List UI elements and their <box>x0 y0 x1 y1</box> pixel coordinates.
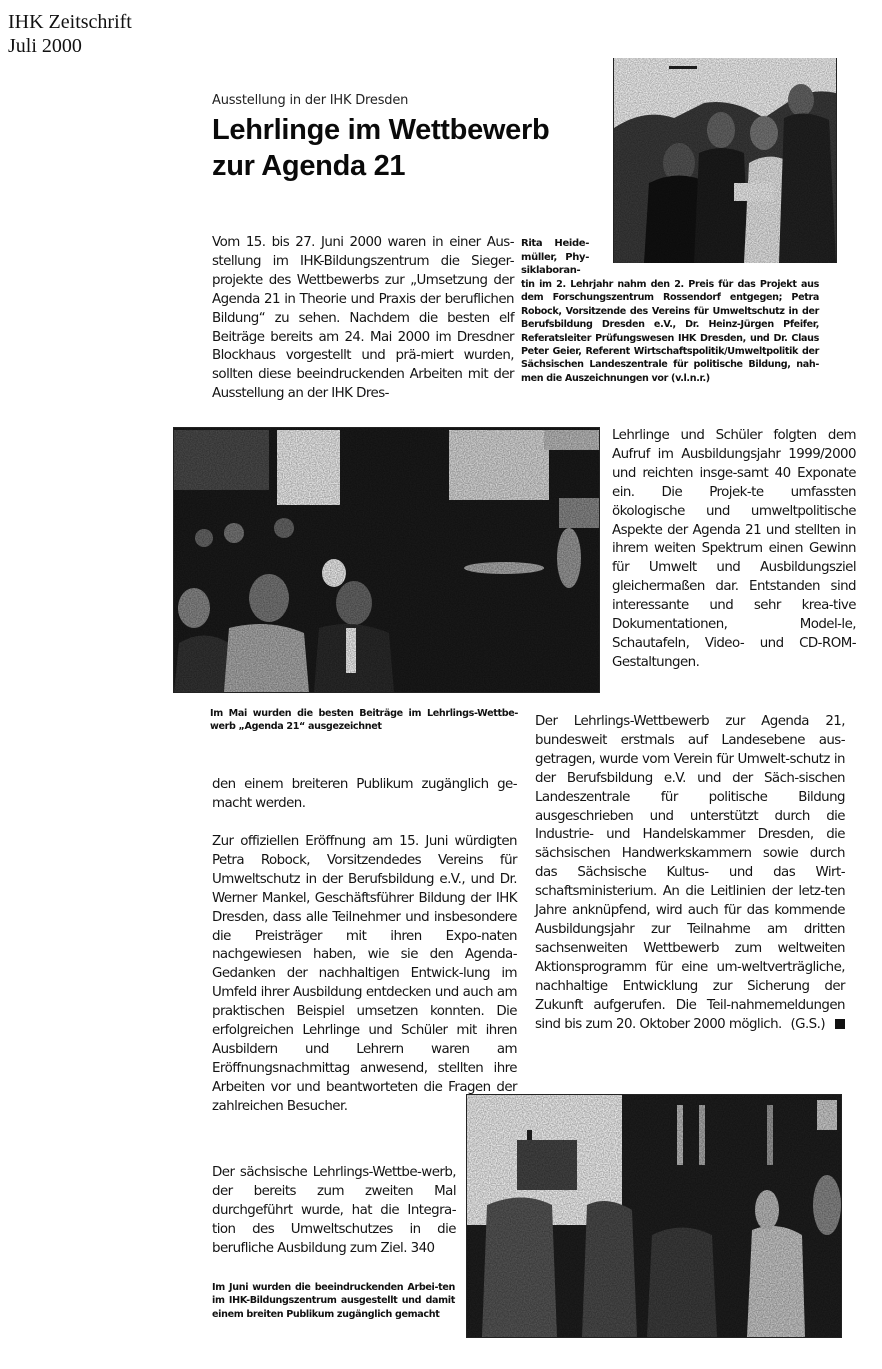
exhibition-photo-image <box>467 1095 841 1337</box>
audience-photo-image <box>174 428 599 692</box>
article-paragraph-projects: Lehrlinge und Schüler folgten dem Aufruf im Ausbildungsjahr 1999/2000 und reichten insge-samt 40 Exponate ein. Die Projek-te umfassten ökologische und umweltpolitische Aspekte der Agenda 21 und stellten in ihrem weiten Spektrum einen Gewinn für Umwelt und Ausbildungsziel gleichermaßen dar. Entstanden sind interessante und sehr krea-tive Dokumentationen, Model-le, Schautafeln, Video- und CD-ROM-Gestaltungen. <box>612 428 856 670</box>
award-photo-image <box>614 58 836 263</box>
award-photo-caption-side: Rita Heide-müller, Phy-siklaboran- <box>521 238 589 276</box>
headline-line-1: Lehrlinge im Wettbewerb <box>212 114 550 146</box>
exhibition-photo-caption: Im Juni wurden die beeindruckenden Arbei-ten im IHK-Bildungszentrum ausgestellt und damit einem breiten Publikum zugänglich gemacht <box>212 1282 455 1320</box>
end-of-article-mark-icon <box>835 1019 845 1029</box>
award-photo-caption: tin im 2. Lehrjahr nahm den 2. Preis für das Projekt aus dem Forschungszentrum Rossendorf entgegen; Petra Robock, Vorsitzende des Vereins für Umweltschutz in der Berufsbildung Dresden e.V., Dr. Heinz-Jürgen Pfeifer, Referatsleiter Prüfungswesen IHK Dresden, und Dr. Claus Peter Geier, Referent Wirtschaftspolitik/Umweltpolitik der Sächsischen Landeszentrale für politische Bildung, nah-men die Auszeichnungen vor (v.l.n.r.) <box>521 279 819 384</box>
article-paragraph-competition: Der sächsische Lehrlings-Wettbe-werb, der bereits zum zweiten Mal durchgeführt wurde, hat die Integra-tion des Umweltschutzes in die berufliche Ausbildung zum Ziel. 340 <box>212 1165 456 1256</box>
article-intro-continued: den einem breiteren Publikum zugänglich ge-macht werden. <box>212 777 517 811</box>
signature-text: (G.S.) <box>790 1016 825 1032</box>
article-paragraph-opening: Zur offiziellen Eröffnung am 15. Juni würdigten Petra Robock, Vorsitzendedes Vereins für Umweltschutz in der Berufsbildung e.V., und Dr. Werner Mankel, Geschäftsführer Bildung der IHK Dresden, dass alle Teilnehmer und insbesondere die Preisträger mit ihren Expo-naten nachgewiesen haben, wie sie den Agenda-Gedanken der nachhaltigen Entwick-lung im Umfeld ihrer Ausbildung entdecken und auch am praktischen Beispiel umsetzen konnten. Die erfolgreichen Lehrlinge und Schüler mit ihren Ausbildern und Lehrern waren am Eröffnungsnachmittag anwesend, stellten ihre Arbeiten vor und beantworteten die Fragen der zahlreichen Besucher. <box>212 834 517 1114</box>
audience-photo <box>173 427 600 693</box>
organizers-text: Der Lehrlings-Wettbewerb zur Agenda 21, bundesweit erstmals auf Landesebene aus-getragen, wurde vom Verein für Umwelt-schutz in der Berufsbildung e.V. und der Säch-sischen Landeszentrale für politische Bildung ausgeschrieben und unterstützt durch die Industrie- und Handelskammer Dresden, die sächsischen Handwerkskammern sowie durch das Sächsische Kultus- und das Wirt-schaftsministerium. An die Leitlinien der letz-ten Jahre anknüpfend, wird auch für das kommende Ausbildungsjahr zur Teilnahme am dritten sachsenweiten Wettbewerb zum weltweiten Aktionsprogramm für eine um-weltverträgliche, nachhaltige Entwicklung zur Sicherung der Zukunft aufgerufen. Die Teil-nahmemeldungen sind bis zum 20. Oktober 2000 möglich. <box>535 714 845 1032</box>
masthead <box>8 10 132 58</box>
award-photo <box>613 58 837 263</box>
author-signature <box>790 1016 845 1035</box>
article-paragraph-organizers <box>535 713 845 1034</box>
issue-date: Juli 2000 <box>8 35 82 57</box>
article-intro-paragraph: Vom 15. bis 27. Juni 2000 waren in einer Aus-stellung im IHK-Bildungszentrum die Sieger-projekte des Wettbewerbs zur „Umsetzung der Agenda 21 in Theorie und Praxis der beruflichen Bildung“ zu sehen. Nachdem die besten elf Beiträge bereits am 24. Mai 2000 im Dresdner Blockhaus vorgestellt und prä-miert wurden, sollten diese beeindruckenden Arbeiten mit der Ausstellung an der IHK Dres- <box>212 235 514 402</box>
headline-line-2: zur Agenda 21 <box>212 150 406 182</box>
article-kicker: Ausstellung in der IHK Dresden <box>212 93 409 108</box>
exhibition-photo <box>466 1094 842 1338</box>
audience-photo-caption: Im Mai wurden die besten Beiträge im Lehrlings-Wettbe-werb „Agenda 21“ ausgezeichnet <box>210 708 518 733</box>
article-headline <box>212 112 612 184</box>
publication-name: IHK Zeitschrift <box>8 11 132 33</box>
